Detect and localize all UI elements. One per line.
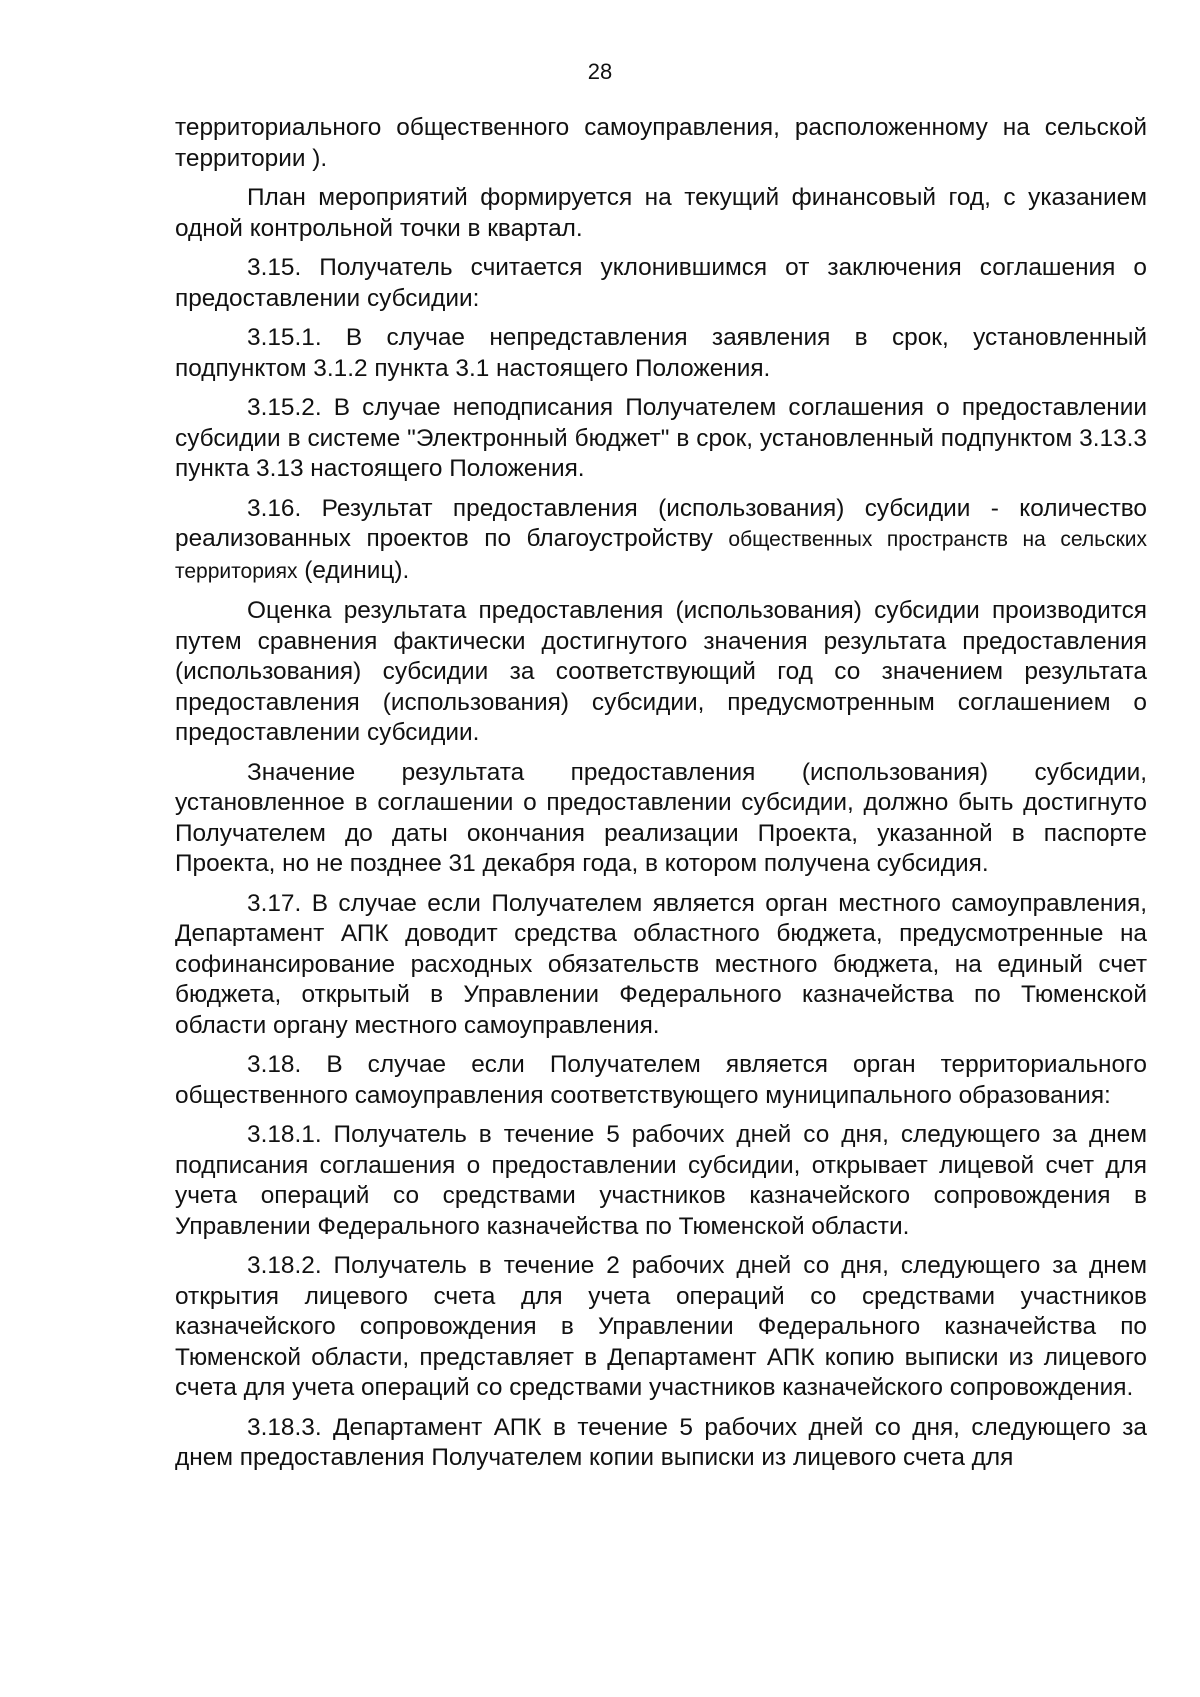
paragraph-3-18-1: 3.18.1. Получатель в течение 5 рабочих дней со дня, следующего за днем подписания соглашения о предоставлении субсидии, открывает лицевой счет для учета операций со средствами участников казначейского сопровождения в Управлении Федерального казначейства по Тюменской области. [175,1121,1147,1240]
paragraph-3-18-3: 3.18.3. Департамент АПК в течение 5 рабочих дней со дня, следующего за днем предоставления Получателем копии выписки из лицевого счета для [175,1413,1147,1471]
paragraph-3-16-small-text: общественных пространств на сельских территориях [175,528,1147,583]
paragraph-3-16-part-a: 3.16. Результат предоставления (использования) субсидии - количество реализованных проектов по благоустройству [175,494,1147,552]
paragraph-3-18: 3.18. В случае если Получателем является орган территориального общественного самоуправления соответствующего муниципального образования: [175,1051,1147,1109]
page-number: 28 [587,59,613,84]
paragraph-3-16-part-b: (единиц). [297,556,410,584]
paragraph-event-plan: План мероприятий формируется на текущий финансовый год, с указанием одной контрольной точки в квартал. [175,184,1147,242]
paragraph-3-15-2: 3.15.2. В случае неподписания Получателем соглашения о предоставлении субсидии в системе "Электронный бюджет" в срок, установленный подпунктом 3.13.3 пункта 3.13 настоящего Положения. [175,394,1147,482]
paragraph-result-value: Значение результата предоставления (использования) субсидии, установленное в соглашении о предоставлении субсидии, должно быть достигнуто Получателем до даты окончания реализации Проекта, указанной в паспорте Проекта, но не позднее 31 декабря года, в котором получена субсидия. [175,758,1147,877]
paragraph-result-assessment: Оценка результата предоставления (использования) субсидии производится путем сравнения фактически достигнутого значения результата предоставления (использования) субсидии за соответствующий год со значением результата предоставления (использования) субсидии, предусмотренным соглашением о предоставлении субсидии. [175,597,1147,746]
document-body [175,113,1147,1474]
paragraph-continuation: территориального общественного самоуправления, расположенному на сельской территории ). [175,114,1147,172]
paragraph-3-17: 3.17. В случае если Получателем является орган местного самоуправления, Департамент АПК доводит средства областного бюджета, предусмотренные на софинансирование расходных обязательств местного бюджета, на единый счет бюджета, открытый в Управлении Федерального казначейства по Тюменской области органу местного самоуправления. [175,889,1147,1039]
paragraph-3-16 [175,494,1147,588]
paragraph-3-15-1: 3.15.1. В случае непредставления заявления в срок, установленный подпунктом 3.1.2 пункта 3.1 настоящего Положения. [175,324,1147,382]
paragraph-3-18-2: 3.18.2. Получатель в течение 2 рабочих дней со дня, следующего за днем открытия лицевого счета для учета операций со средствами участников казначейского сопровождения в Управлении Федерального казначейства по Тюменской области, представляет в Департамент АПК копию выписки из лицевого счета для учета операций со средствами участников казначейского сопровождения. [175,1252,1147,1401]
paragraph-3-15: 3.15. Получатель считается уклонившимся от заключения соглашения о предоставлении субсидии: [175,254,1147,312]
